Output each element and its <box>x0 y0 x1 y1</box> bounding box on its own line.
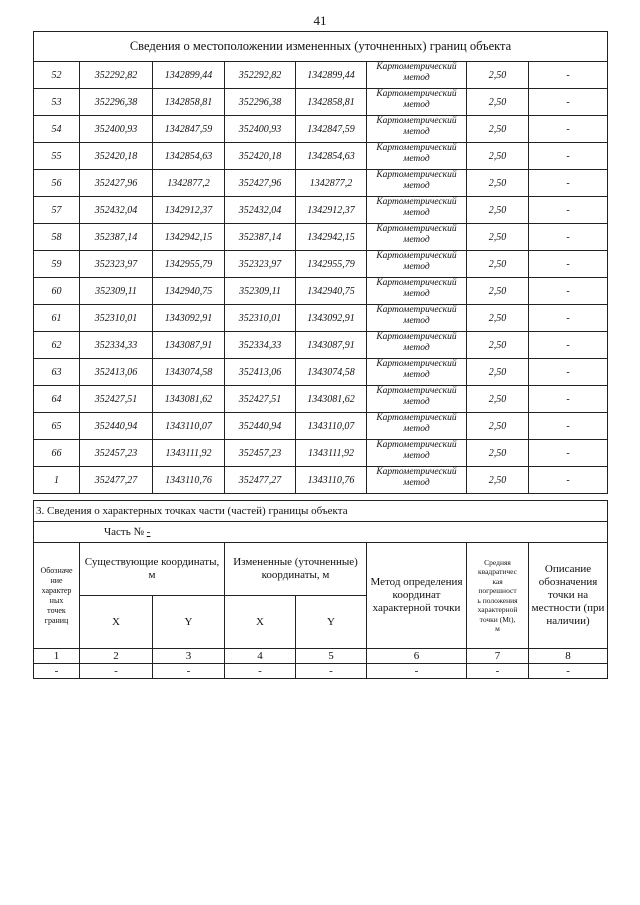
column-number: 2 <box>80 649 153 664</box>
page-number: 41 <box>313 13 327 28</box>
accuracy-cell-line: Средняя <box>484 557 511 567</box>
method-cell <box>367 413 467 440</box>
changed-x-header: X <box>225 596 296 649</box>
existing-y-header: Y <box>153 596 225 649</box>
designation-cell-line: ние <box>50 575 63 585</box>
point-number: 65 <box>34 413 80 440</box>
y-existing: 1342912,37 <box>153 197 225 224</box>
method-line-1: Картометрический <box>376 332 457 342</box>
empty-cell: - <box>225 664 296 679</box>
empty-cell: - <box>80 664 153 679</box>
description-header: Описание обозначения точки на местности (при наличии) <box>529 543 608 649</box>
method-cell <box>367 305 467 332</box>
method-line-2: метод <box>403 154 430 164</box>
column-number: 5 <box>296 649 367 664</box>
y-changed: 1342955,79 <box>296 251 367 278</box>
point-number: 66 <box>34 440 80 467</box>
accuracy-value: 2,50 <box>467 359 529 386</box>
point-number: 64 <box>34 386 80 413</box>
empty-cell: - <box>296 664 367 679</box>
part-label <box>34 522 608 543</box>
table-row <box>34 197 608 224</box>
x-changed: 352310,01 <box>225 305 296 332</box>
x-existing: 352400,93 <box>80 116 153 143</box>
x-existing: 352427,51 <box>80 386 153 413</box>
method-cell <box>367 467 467 494</box>
method-line-2: метод <box>403 316 430 326</box>
x-changed: 352427,51 <box>225 386 296 413</box>
accuracy-value: 2,50 <box>467 62 529 89</box>
x-changed: 352477,27 <box>225 467 296 494</box>
method-line-2: метод <box>403 208 430 218</box>
method-line-1: Картометрический <box>376 440 457 450</box>
x-changed: 352296,38 <box>225 89 296 116</box>
description-value: - <box>529 116 608 143</box>
point-number: 60 <box>34 278 80 305</box>
method-line-1: Картометрический <box>376 413 457 423</box>
method-line-1: Картометрический <box>376 62 457 72</box>
table-row <box>34 170 608 197</box>
y-changed: 1342942,15 <box>296 224 367 251</box>
y-changed: 1342877,2 <box>296 170 367 197</box>
y-existing: 1342940,75 <box>153 278 225 305</box>
point-number: 59 <box>34 251 80 278</box>
method-cell <box>367 224 467 251</box>
y-existing: 1342942,15 <box>153 224 225 251</box>
table-row <box>34 89 608 116</box>
x-changed: 352413,06 <box>225 359 296 386</box>
method-cell <box>367 116 467 143</box>
y-existing: 1343074,58 <box>153 359 225 386</box>
method-line-2: метод <box>403 370 430 380</box>
empty-data-row <box>34 664 608 679</box>
accuracy-value: 2,50 <box>467 251 529 278</box>
method-cell <box>367 170 467 197</box>
method-line-1: Картометрический <box>376 197 457 207</box>
accuracy-value: 2,50 <box>467 440 529 467</box>
method-line-1: Картометрический <box>376 278 457 288</box>
method-cell <box>367 251 467 278</box>
method-line-1: Картометрический <box>376 386 457 396</box>
accuracy-cell-line: кая <box>492 576 503 586</box>
y-existing: 1342877,2 <box>153 170 225 197</box>
y-changed: 1343110,76 <box>296 467 367 494</box>
column-number: 8 <box>529 649 608 664</box>
method-line-2: метод <box>403 424 430 434</box>
method-line-1: Картометрический <box>376 251 457 261</box>
method-line-2: метод <box>403 100 430 110</box>
method-line-1: Картометрический <box>376 170 457 180</box>
table-row <box>34 143 608 170</box>
description-value: - <box>529 170 608 197</box>
accuracy-value: 2,50 <box>467 278 529 305</box>
x-existing: 352387,14 <box>80 224 153 251</box>
y-existing: 1342858,81 <box>153 89 225 116</box>
point-number: 52 <box>34 62 80 89</box>
accuracy-header <box>467 543 529 649</box>
column-number: 7 <box>467 649 529 664</box>
y-changed: 1343087,91 <box>296 332 367 359</box>
x-existing: 352420,18 <box>80 143 153 170</box>
y-existing: 1343110,07 <box>153 413 225 440</box>
method-line-1: Картометрический <box>376 224 457 234</box>
method-line-2: метод <box>403 289 430 299</box>
accuracy-cell-line: точки (Mt), <box>479 614 516 624</box>
x-changed: 352334,33 <box>225 332 296 359</box>
method-cell <box>367 143 467 170</box>
section-title: Сведения о местоположении измененных (уточненных) границ объекта <box>34 32 608 62</box>
method-cell <box>367 62 467 89</box>
x-changed: 352432,04 <box>225 197 296 224</box>
table-row <box>34 386 608 413</box>
description-value: - <box>529 440 608 467</box>
designation-header <box>34 543 80 649</box>
y-changed: 1342912,37 <box>296 197 367 224</box>
description-value: - <box>529 89 608 116</box>
method-line-2: метод <box>403 478 430 488</box>
method-line-2: метод <box>403 451 430 461</box>
boundary-coordinates-table <box>33 31 608 494</box>
part-label-text: Часть № <box>104 526 144 538</box>
accuracy-value: 2,50 <box>467 467 529 494</box>
y-existing: 1343110,76 <box>153 467 225 494</box>
accuracy-value: 2,50 <box>467 413 529 440</box>
y-changed: 1342899,44 <box>296 62 367 89</box>
method-line-1: Картометрический <box>376 467 457 477</box>
method-line-2: метод <box>403 397 430 407</box>
x-changed: 352457,23 <box>225 440 296 467</box>
accuracy-value: 2,50 <box>467 305 529 332</box>
designation-cell-line: точек <box>47 605 66 615</box>
method-line-1: Картометрический <box>376 143 457 153</box>
method-cell <box>367 359 467 386</box>
method-header: Метод определения координат характерной точки <box>367 543 467 649</box>
description-value: - <box>529 386 608 413</box>
method-line-1: Картометрический <box>376 89 457 99</box>
point-number: 54 <box>34 116 80 143</box>
description-value: - <box>529 413 608 440</box>
column-number: 6 <box>367 649 467 664</box>
table-row <box>34 359 608 386</box>
x-changed: 352323,97 <box>225 251 296 278</box>
method-line-2: метод <box>403 235 430 245</box>
description-value: - <box>529 332 608 359</box>
y-existing: 1343081,62 <box>153 386 225 413</box>
y-changed: 1343111,92 <box>296 440 367 467</box>
method-line-2: метод <box>403 127 430 137</box>
x-existing: 352432,04 <box>80 197 153 224</box>
y-changed: 1343074,58 <box>296 359 367 386</box>
table-row <box>34 278 608 305</box>
changed-y-header: Y <box>296 596 367 649</box>
designation-cell-line: характер <box>41 585 72 595</box>
empty-cell: - <box>367 664 467 679</box>
y-existing: 1343111,92 <box>153 440 225 467</box>
column-number: 3 <box>153 649 225 664</box>
x-changed: 352292,82 <box>225 62 296 89</box>
y-existing: 1342847,59 <box>153 116 225 143</box>
x-existing: 352413,06 <box>80 359 153 386</box>
y-changed: 1343081,62 <box>296 386 367 413</box>
x-changed: 352309,11 <box>225 278 296 305</box>
y-existing: 1343087,91 <box>153 332 225 359</box>
x-existing: 352296,38 <box>80 89 153 116</box>
table-row <box>34 332 608 359</box>
y-changed: 1342858,81 <box>296 89 367 116</box>
x-changed: 352420,18 <box>225 143 296 170</box>
table-row <box>34 440 608 467</box>
method-line-2: метод <box>403 343 430 353</box>
existing-coords-header: Существующие координаты, м <box>80 543 225 596</box>
point-number: 56 <box>34 170 80 197</box>
x-existing: 352334,33 <box>80 332 153 359</box>
description-value: - <box>529 197 608 224</box>
y-changed: 1343092,91 <box>296 305 367 332</box>
description-value: - <box>529 62 608 89</box>
point-number: 55 <box>34 143 80 170</box>
description-value: - <box>529 251 608 278</box>
accuracy-cell-line: характерной <box>477 605 518 614</box>
description-value: - <box>529 305 608 332</box>
x-changed: 352387,14 <box>225 224 296 251</box>
column-numbers-row <box>34 649 608 664</box>
accuracy-value: 2,50 <box>467 89 529 116</box>
x-existing: 352427,96 <box>80 170 153 197</box>
designation-cell-line: Обозначе <box>40 565 73 575</box>
table-row <box>34 413 608 440</box>
accuracy-value: 2,50 <box>467 386 529 413</box>
accuracy-value: 2,50 <box>467 143 529 170</box>
description-value: - <box>529 224 608 251</box>
changed-coords-header: Измененные (уточненные) координаты, м <box>225 543 367 596</box>
method-line-1: Картометрический <box>376 305 457 315</box>
accuracy-value: 2,50 <box>467 170 529 197</box>
empty-cell: - <box>153 664 225 679</box>
method-line-1: Картометрический <box>376 359 457 369</box>
y-changed: 1342940,75 <box>296 278 367 305</box>
designation-cell-line: ных <box>49 595 64 605</box>
point-number: 58 <box>34 224 80 251</box>
y-changed: 1342854,63 <box>296 143 367 170</box>
part-points-table <box>33 500 608 679</box>
description-value: - <box>529 467 608 494</box>
empty-cell: - <box>529 664 608 679</box>
x-changed: 352427,96 <box>225 170 296 197</box>
x-existing: 352323,97 <box>80 251 153 278</box>
method-cell <box>367 386 467 413</box>
y-existing: 1342854,63 <box>153 143 225 170</box>
table-row <box>34 62 608 89</box>
point-number: 62 <box>34 332 80 359</box>
x-changed: 352400,93 <box>225 116 296 143</box>
accuracy-value: 2,50 <box>467 116 529 143</box>
accuracy-value: 2,50 <box>467 224 529 251</box>
x-existing: 352309,11 <box>80 278 153 305</box>
empty-cell: - <box>467 664 529 679</box>
method-line-2: метод <box>403 181 430 191</box>
y-existing: 1343092,91 <box>153 305 225 332</box>
column-number: 1 <box>34 649 80 664</box>
x-existing: 352310,01 <box>80 305 153 332</box>
existing-x-header: X <box>80 596 153 649</box>
method-cell <box>367 332 467 359</box>
method-cell <box>367 197 467 224</box>
x-existing: 352457,23 <box>80 440 153 467</box>
table-row <box>34 305 608 332</box>
point-number: 1 <box>34 467 80 494</box>
x-existing: 352440,94 <box>80 413 153 440</box>
x-changed: 352440,94 <box>225 413 296 440</box>
table-row <box>34 467 608 494</box>
y-changed: 1342847,59 <box>296 116 367 143</box>
y-existing: 1342955,79 <box>153 251 225 278</box>
description-value: - <box>529 278 608 305</box>
description-value: - <box>529 143 608 170</box>
method-cell <box>367 278 467 305</box>
accuracy-cell-line: квадратичес <box>477 567 518 576</box>
designation-cell-line: границ <box>44 615 69 625</box>
table-row <box>34 116 608 143</box>
method-cell <box>367 440 467 467</box>
accuracy-cell-line: м <box>495 624 500 633</box>
point-number: 61 <box>34 305 80 332</box>
point-number: 53 <box>34 89 80 116</box>
method-line-2: метод <box>403 73 430 83</box>
y-existing: 1342899,44 <box>153 62 225 89</box>
method-cell <box>367 89 467 116</box>
x-existing: 352292,82 <box>80 62 153 89</box>
description-value: - <box>529 359 608 386</box>
table-row <box>34 224 608 251</box>
empty-cell: - <box>34 664 80 679</box>
accuracy-cell-line: ь положения <box>477 595 518 605</box>
accuracy-value: 2,50 <box>467 197 529 224</box>
point-number: 57 <box>34 197 80 224</box>
method-line-1: Картометрический <box>376 116 457 126</box>
section3-title: 3. Сведения о характерных точках части (частей) границы объекта <box>34 501 608 522</box>
x-existing: 352477,27 <box>80 467 153 494</box>
point-number: 63 <box>34 359 80 386</box>
y-changed: 1343110,07 <box>296 413 367 440</box>
accuracy-value: 2,50 <box>467 332 529 359</box>
method-line-2: метод <box>403 262 430 272</box>
table-row <box>34 251 608 278</box>
part-number-value: - <box>146 526 151 538</box>
accuracy-cell-line: погрешност <box>478 586 517 595</box>
column-number: 4 <box>225 649 296 664</box>
